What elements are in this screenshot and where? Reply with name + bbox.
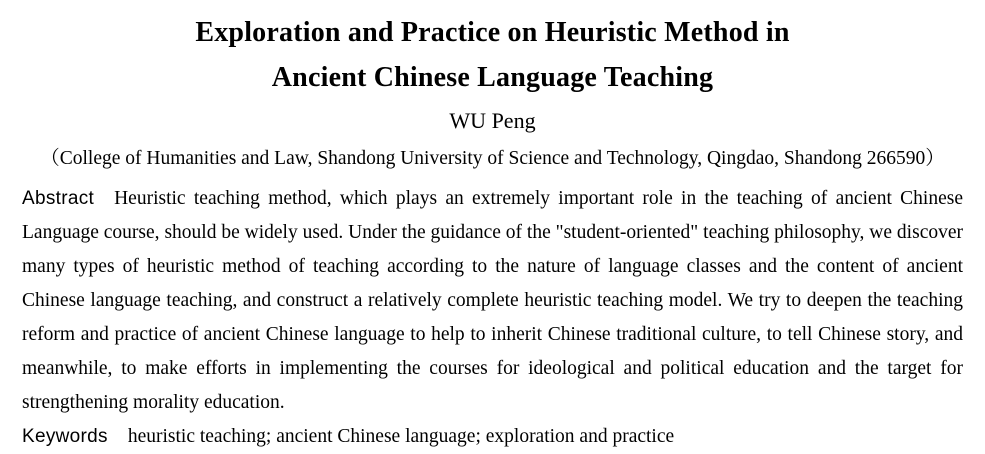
keywords-label: Keywords	[22, 426, 108, 447]
keywords-line	[22, 420, 963, 454]
abstract-paragraph	[22, 182, 963, 420]
paper-title-line1: Exploration and Practice on Heuristic Method in	[195, 17, 790, 48]
author-name: WU Peng	[449, 108, 536, 133]
keywords-text: heuristic teaching; ancient Chinese language; exploration and practice	[127, 426, 675, 447]
abstract-label: Abstract	[22, 188, 95, 209]
paper-title	[0, 10, 985, 100]
abstract-text: Heuristic teaching method, which plays an extremely important role in the teaching of ancient Chinese Language course, should be widely used. Under the guidance of the "student-oriented" teaching philosophy, we discover many types of heuristic method of teaching according to the nature of language classes and the content of ancient Chinese language teaching, and construct a relatively complete heuristic teaching model. We try to deepen the teaching reform and practice of ancient Chinese language to help to inherit Chinese traditional culture, to tell Chinese story, and meanwhile, to make efforts in implementing the courses for ideological and political education and the target for strengthening morality education.	[22, 188, 963, 413]
affiliation-line: （College of Humanities and Law, Shandong University of Science and Technology, Qingdao, Shandong 266590）	[40, 148, 945, 169]
paper-title-line2: Ancient Chinese Language Teaching	[271, 62, 714, 93]
